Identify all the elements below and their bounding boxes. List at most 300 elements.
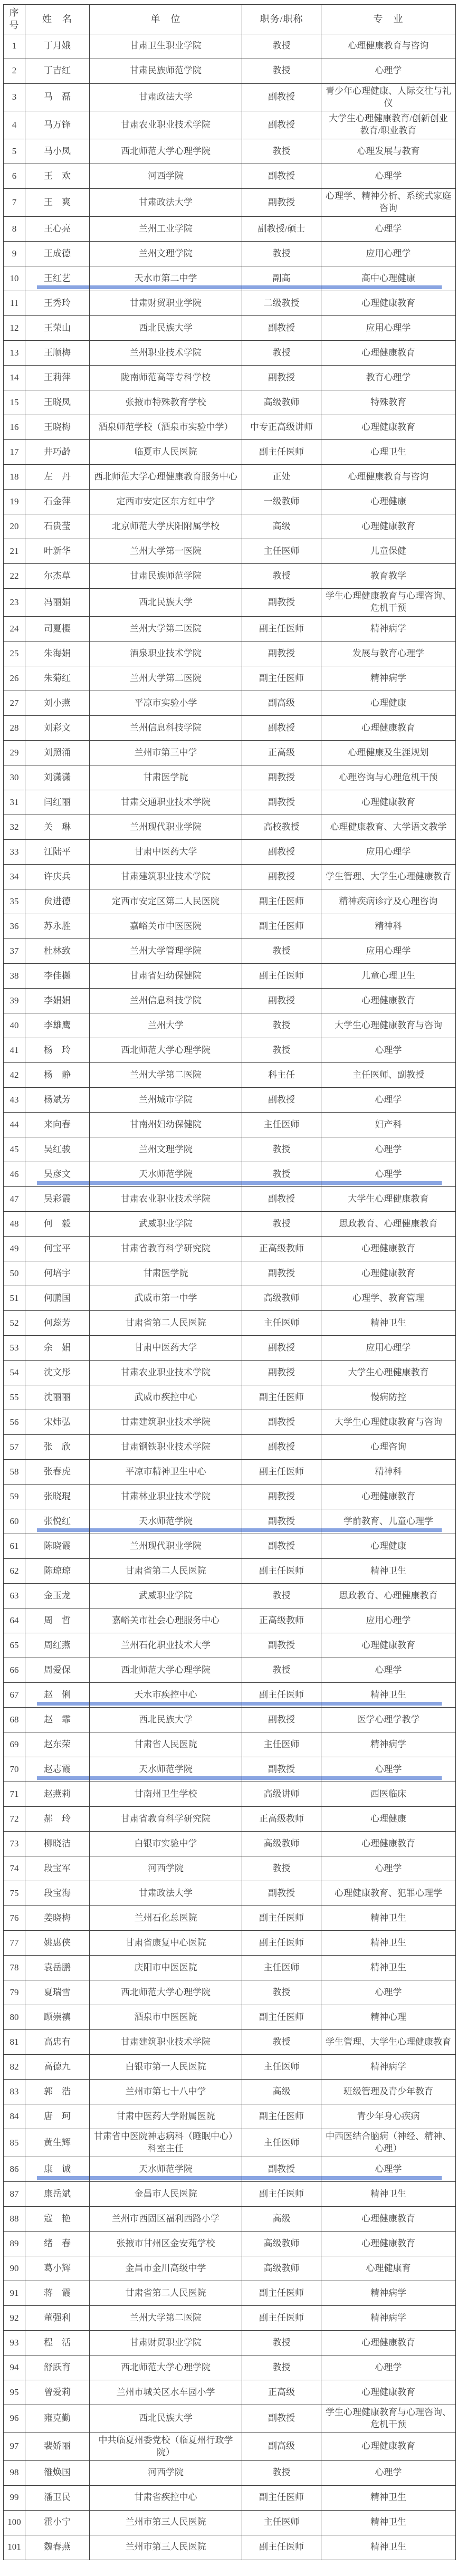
table-row: [4, 2485, 456, 2510]
row-org-cell: 甘肃省第二人民医院: [90, 1559, 242, 1584]
row-name-cell: 王红艺: [25, 266, 90, 291]
row-number-cell: 26: [4, 666, 25, 691]
row-title-cell: 教授: [242, 34, 321, 59]
row-specialty-cell: 心理健康教育: [321, 1485, 456, 1509]
row-title-cell: 主任医师: [242, 1113, 321, 1137]
row-org-cell: 甘肃中医药大学附属医院: [90, 2104, 242, 2129]
row-name-cell: 王成德: [25, 242, 90, 266]
row-name-cell: 郝 玲: [25, 1807, 90, 1832]
row-title-cell: 副主任医师: [242, 1385, 321, 1410]
table-row: [4, 242, 456, 266]
row-org-cell: 甘南州卫生学校: [90, 1782, 242, 1807]
row-org-cell: 平凉市精神卫生中心: [90, 1460, 242, 1485]
table-row: [4, 2231, 456, 2256]
row-specialty-cell: 心理学: [321, 2460, 456, 2485]
row-number-cell: 12: [4, 316, 25, 341]
row-org-cell: 兰州市城关区水车园小学: [90, 2380, 242, 2405]
row-name-cell: 陈晓霞: [25, 1534, 90, 1559]
row-org-cell: 天水市第二中学: [90, 266, 242, 291]
row-org-cell: 武威职业学院: [90, 1212, 242, 1237]
table-body: [4, 34, 456, 2560]
row-name-cell: 沈文彤: [25, 1361, 90, 1385]
row-name-cell: 李佳樾: [25, 964, 90, 989]
row-specialty-cell: 应用心理学: [321, 939, 456, 964]
row-org-cell: 中共临夏州委党校（临夏州行政学院）: [90, 2433, 242, 2460]
table-row: [4, 490, 456, 514]
table-row: [4, 1708, 456, 1732]
row-org-cell: 兰州文理学院: [90, 1137, 242, 1162]
row-number-cell: 44: [4, 1113, 25, 1137]
header-cell-org: 单 位: [90, 5, 242, 34]
row-name-cell: 刘照涌: [25, 741, 90, 765]
row-title-cell: 高级教师: [242, 1832, 321, 1856]
row-org-cell: 兰州文理学院: [90, 242, 242, 266]
row-org-cell: 甘肃政法大学: [90, 189, 242, 217]
row-title-cell: 教授: [242, 1013, 321, 1038]
row-specialty-cell: 主任医师、副教授: [321, 1063, 456, 1088]
row-number-cell: 74: [4, 1856, 25, 1881]
row-title-cell: 一级教师: [242, 490, 321, 514]
table-header: [4, 5, 456, 34]
row-title-cell: 正高级: [242, 2380, 321, 2405]
row-number-cell: 67: [4, 1683, 25, 1708]
row-name-cell: 朱海娟: [25, 641, 90, 666]
row-specialty-cell: 心理学: [321, 59, 456, 83]
row-title-cell: 副教授: [242, 641, 321, 666]
row-specialty-cell: 心理健康教育: [321, 1261, 456, 1286]
row-number-cell: 9: [4, 242, 25, 266]
row-specialty-cell: 心理学: [321, 2355, 456, 2380]
row-org-cell: 甘肃建筑职业技术学院: [90, 1410, 242, 1435]
row-title-cell: 副教授: [242, 1534, 321, 1559]
row-title-cell: 副主任医师: [242, 2181, 321, 2206]
table-row: [4, 1559, 456, 1584]
table-row: [4, 1385, 456, 1410]
row-title-cell: 副教授: [242, 1261, 321, 1286]
row-number-cell: 80: [4, 2005, 25, 2030]
row-specialty-cell: 教育心理学: [321, 366, 456, 390]
row-name-cell: 刘彩文: [25, 716, 90, 741]
row-title-cell: 教授: [242, 1856, 321, 1881]
row-org-cell: 甘肃省教育科学研究院: [90, 1237, 242, 1261]
row-number-cell: 89: [4, 2231, 25, 2256]
row-title-cell: 副教授: [242, 989, 321, 1013]
row-name-cell: 闫红丽: [25, 790, 90, 815]
row-name-cell: 葛小辉: [25, 2256, 90, 2281]
row-title-cell: 副教授: [242, 1509, 321, 1534]
row-number-cell: 39: [4, 989, 25, 1013]
row-number-cell: 76: [4, 1906, 25, 1931]
row-specialty-cell: 慢病防控: [321, 1385, 456, 1410]
row-specialty-cell: 心理咨询与心理危机干预: [321, 765, 456, 790]
table-row: [4, 366, 456, 390]
table-row: [4, 840, 456, 865]
row-name-cell: 王 爽: [25, 189, 90, 217]
row-title-cell: 主任医师: [242, 1956, 321, 1980]
row-number-cell: 28: [4, 716, 25, 741]
table-row: [4, 1980, 456, 2005]
table-row: [4, 164, 456, 189]
row-number-cell: 54: [4, 1361, 25, 1385]
row-org-cell: 甘肃中医药大学: [90, 840, 242, 865]
row-org-cell: 甘肃民族师范学院: [90, 564, 242, 589]
row-specialty-cell: 精神病学: [321, 666, 456, 691]
row-org-cell: 西北师范大学心理健康教育服务中心: [90, 465, 242, 490]
row-title-cell: 副主任医师: [242, 440, 321, 465]
row-number-cell: 48: [4, 1212, 25, 1237]
row-specialty-cell: 心理学: [321, 1856, 456, 1881]
table-row: [4, 2281, 456, 2305]
row-title-cell: 高校教授: [242, 815, 321, 840]
row-org-cell: 天水师范学院: [90, 1509, 242, 1534]
row-title-cell: 教授: [242, 242, 321, 266]
row-specialty-cell: 心理健康教育: [321, 2330, 456, 2355]
row-title-cell: 副教授: [242, 1708, 321, 1732]
row-title-cell: 副高: [242, 266, 321, 291]
row-number-cell: 3: [4, 83, 25, 111]
row-specialty-cell: 思政教育、心理健康教育: [321, 1212, 456, 1237]
row-number-cell: 47: [4, 1187, 25, 1212]
row-org-cell: 白银市实验中学: [90, 1832, 242, 1856]
row-number-cell: 82: [4, 2055, 25, 2080]
row-name-cell: 王荣山: [25, 316, 90, 341]
table-row: [4, 1832, 456, 1856]
row-title-cell: 副教授: [242, 1410, 321, 1435]
row-title-cell: 教授: [242, 1658, 321, 1683]
row-title-cell: 副教授: [242, 790, 321, 815]
table-row: [4, 2460, 456, 2485]
row-title-cell: 主任医师: [242, 2510, 321, 2535]
row-specialty-cell: 儿童保健: [321, 539, 456, 564]
row-title-cell: 高级讲师: [242, 1782, 321, 1807]
row-number-cell: 25: [4, 641, 25, 666]
table-row: [4, 1509, 456, 1534]
row-name-cell: 何鹏国: [25, 1286, 90, 1311]
row-name-cell: 吴红骏: [25, 1137, 90, 1162]
row-name-cell: 冯丽娟: [25, 589, 90, 617]
table-row: [4, 589, 456, 617]
row-title-cell: 副主任医师: [242, 2535, 321, 2560]
row-org-cell: 嘉峪关市中医医院: [90, 914, 242, 939]
table-row: [4, 2305, 456, 2330]
row-number-cell: 94: [4, 2355, 25, 2380]
row-title-cell: 正高级: [242, 741, 321, 765]
row-name-cell: 丁吉红: [25, 59, 90, 83]
row-specialty-cell: 心理学: [321, 1038, 456, 1063]
row-specialty-cell: 精神卫生: [321, 1559, 456, 1584]
table-row: [4, 316, 456, 341]
row-name-cell: 叶新华: [25, 539, 90, 564]
table-row: [4, 59, 456, 83]
row-specialty-cell: 精神疾病诊疗及心理咨询: [321, 889, 456, 914]
table-row: [4, 716, 456, 741]
row-number-cell: 97: [4, 2433, 25, 2460]
row-org-cell: 甘肃卫生职业学院: [90, 34, 242, 59]
row-number-cell: 98: [4, 2460, 25, 2485]
row-name-cell: 何蕊芳: [25, 1311, 90, 1336]
row-specialty-cell: 心理健康教育: [321, 989, 456, 1013]
row-specialty-cell: 精神病学: [321, 2305, 456, 2330]
row-name-cell: 张晓琨: [25, 1485, 90, 1509]
row-name-cell: 王秀玲: [25, 291, 90, 316]
table-row: [4, 1410, 456, 1435]
row-title-cell: 教授: [242, 1980, 321, 2005]
row-specialty-cell: 精神卫生: [321, 1906, 456, 1931]
row-org-cell: 北京师范大学庆阳附属学校: [90, 514, 242, 539]
header-row: [4, 5, 456, 34]
row-title-cell: 高级: [242, 2080, 321, 2104]
row-number-cell: 100: [4, 2510, 25, 2535]
row-specialty-cell: 心理健康教育: [321, 415, 456, 440]
row-number-cell: 85: [4, 2129, 25, 2157]
row-specialty-cell: 精神卫生: [321, 2535, 456, 2560]
row-org-cell: 河西学院: [90, 1856, 242, 1881]
row-specialty-cell: 心理学: [321, 2157, 456, 2181]
row-org-cell: 甘肃财贸职业学院: [90, 2330, 242, 2355]
row-name-cell: 张悦红: [25, 1509, 90, 1534]
row-number-cell: 69: [4, 1732, 25, 1757]
row-org-cell: 兰州现代职业学院: [90, 815, 242, 840]
row-org-cell: 酒泉师范学校（酒泉市实验中学）: [90, 415, 242, 440]
row-org-cell: 甘肃省人民医院: [90, 1732, 242, 1757]
row-number-cell: 58: [4, 1460, 25, 1485]
row-specialty-cell: 心理健康教育: [321, 2380, 456, 2405]
row-org-cell: 天水师范学院: [90, 1757, 242, 1782]
row-title-cell: 高级教师: [242, 2231, 321, 2256]
row-org-cell: 兰州大学管理学院: [90, 939, 242, 964]
row-number-cell: 51: [4, 1286, 25, 1311]
table-row: [4, 2405, 456, 2433]
table-row: [4, 1013, 456, 1038]
row-number-cell: 6: [4, 164, 25, 189]
row-specialty-cell: 心理卫生: [321, 440, 456, 465]
table-row: [4, 1757, 456, 1782]
row-org-cell: 甘肃省妇幼保健院: [90, 964, 242, 989]
row-title-cell: 副教授: [242, 2157, 321, 2181]
row-name-cell: 张春虎: [25, 1460, 90, 1485]
row-specialty-cell: 心理健康教育: [321, 2206, 456, 2231]
table-row: [4, 2181, 456, 2206]
row-specialty-cell: 心理健康教育: [321, 790, 456, 815]
row-name-cell: 黄生辉: [25, 2129, 90, 2157]
row-number-cell: 92: [4, 2305, 25, 2330]
row-number-cell: 11: [4, 291, 25, 316]
row-number-cell: 91: [4, 2281, 25, 2305]
row-title-cell: 副主任医师: [242, 889, 321, 914]
row-name-cell: 杨 静: [25, 1063, 90, 1088]
row-title-cell: 副教授: [242, 1757, 321, 1782]
row-number-cell: 35: [4, 889, 25, 914]
row-org-cell: 兰州信息科技学院: [90, 716, 242, 741]
row-number-cell: 79: [4, 1980, 25, 2005]
table-row: [4, 539, 456, 564]
row-specialty-cell: 心理健康教育: [321, 291, 456, 316]
row-title-cell: 中专正高级讲师: [242, 415, 321, 440]
row-specialty-cell: 心理健康教育: [321, 1832, 456, 1856]
row-title-cell: 副教授: [242, 1633, 321, 1658]
table-row: [4, 1608, 456, 1633]
row-title-cell: 教授: [242, 2030, 321, 2055]
row-number-cell: 46: [4, 1162, 25, 1187]
table-row: [4, 2206, 456, 2231]
row-specialty-cell: 心理健康及生涯规划: [321, 741, 456, 765]
row-title-cell: 高级教师: [242, 2256, 321, 2281]
table-row: [4, 2104, 456, 2129]
row-title-cell: 副教授: [242, 366, 321, 390]
table-row: [4, 440, 456, 465]
row-name-cell: 江陆平: [25, 840, 90, 865]
row-title-cell: 主任医师: [242, 1311, 321, 1336]
row-org-cell: 兰州石化总医院: [90, 1906, 242, 1931]
table-row: [4, 1485, 456, 1509]
row-name-cell: 吴彩霞: [25, 1187, 90, 1212]
table-row: [4, 1113, 456, 1137]
row-title-cell: 副教授: [242, 589, 321, 617]
row-title-cell: 教授: [242, 1212, 321, 1237]
table-row: [4, 666, 456, 691]
row-name-cell: 杨 玲: [25, 1038, 90, 1063]
table-row: [4, 139, 456, 164]
row-title-cell: 副教授: [242, 164, 321, 189]
row-specialty-cell: 心理学: [321, 1757, 456, 1782]
table-row: [4, 189, 456, 217]
row-specialty-cell: 心理学: [321, 1658, 456, 1683]
row-title-cell: 教授: [242, 564, 321, 589]
row-name-cell: 舒跃育: [25, 2355, 90, 2380]
row-number-cell: 73: [4, 1832, 25, 1856]
row-name-cell: 郭 浩: [25, 2080, 90, 2104]
table-row: [4, 2256, 456, 2281]
row-title-cell: 副主任医师: [242, 2281, 321, 2305]
row-name-cell: 姚惠侠: [25, 1931, 90, 1956]
row-name-cell: 雒焕国: [25, 2460, 90, 2485]
row-title-cell: 教授: [242, 939, 321, 964]
row-name-cell: 程 活: [25, 2330, 90, 2355]
row-number-cell: 65: [4, 1633, 25, 1658]
row-specialty-cell: 精神科: [321, 1460, 456, 1485]
row-specialty-cell: 心理学: [321, 1137, 456, 1162]
row-specialty-cell: 儿童心理卫生: [321, 964, 456, 989]
row-number-cell: 19: [4, 490, 25, 514]
row-name-cell: 关 琳: [25, 815, 90, 840]
row-number-cell: 72: [4, 1807, 25, 1832]
table-row: [4, 617, 456, 641]
row-specialty-cell: 学生心理健康教育与心理咨询、危机干预: [321, 2405, 456, 2433]
row-title-cell: 副主任医师: [242, 2305, 321, 2330]
row-specialty-cell: 妇产科: [321, 1113, 456, 1137]
row-number-cell: 101: [4, 2535, 25, 2560]
row-number-cell: 50: [4, 1261, 25, 1286]
row-name-cell: 周爱保: [25, 1658, 90, 1683]
table-row: [4, 514, 456, 539]
table-row: [4, 989, 456, 1013]
row-number-cell: 49: [4, 1237, 25, 1261]
row-specialty-cell: 心理健康教育与咨询: [321, 34, 456, 59]
row-number-cell: 81: [4, 2030, 25, 2055]
table-row: [4, 1906, 456, 1931]
table-row: [4, 1658, 456, 1683]
table-row: [4, 889, 456, 914]
row-org-cell: 西北民族大学: [90, 1708, 242, 1732]
row-specialty-cell: 心理发展与教育: [321, 139, 456, 164]
row-specialty-cell: 特殊教育: [321, 390, 456, 415]
row-specialty-cell: 学生心理健康教育与心理咨询、危机干预: [321, 589, 456, 617]
row-name-cell: 石金萍: [25, 490, 90, 514]
table-row: [4, 1732, 456, 1757]
row-org-cell: 兰州工业学院: [90, 217, 242, 242]
row-org-cell: 甘肃政法大学: [90, 83, 242, 111]
row-name-cell: 吴彦文: [25, 1162, 90, 1187]
row-specialty-cell: 大学生心理健康教育与咨询: [321, 1410, 456, 1435]
row-org-cell: 兰州石化职业技术大学: [90, 1633, 242, 1658]
row-name-cell: 赵 俐: [25, 1683, 90, 1708]
row-org-cell: 武威市疾控中心: [90, 1385, 242, 1410]
row-title-cell: 副教授: [242, 716, 321, 741]
row-org-cell: 兰州大学第二医院: [90, 617, 242, 641]
row-name-cell: 唐 珂: [25, 2104, 90, 2129]
row-name-cell: 袁岳鹏: [25, 1956, 90, 1980]
table-row: [4, 2080, 456, 2104]
header-cell-specialty: 专 业: [321, 5, 456, 34]
row-specialty-cell: 发展与教育心理学: [321, 641, 456, 666]
row-number-cell: 40: [4, 1013, 25, 1038]
row-specialty-cell: 心理健康教育: [321, 716, 456, 741]
row-number-cell: 64: [4, 1608, 25, 1633]
row-number-cell: 53: [4, 1336, 25, 1361]
row-number-cell: 27: [4, 691, 25, 716]
table-row: [4, 291, 456, 316]
row-number-cell: 77: [4, 1931, 25, 1956]
row-org-cell: 甘肃省康复中心医院: [90, 1931, 242, 1956]
row-title-cell: 教授: [242, 341, 321, 366]
row-org-cell: 张掖市甘州区金安苑学校: [90, 2231, 242, 2256]
row-name-cell: 刘小燕: [25, 691, 90, 716]
row-title-cell: 副教授: [242, 2405, 321, 2433]
table-row: [4, 2380, 456, 2405]
row-specialty-cell: 精神病学: [321, 2281, 456, 2305]
row-title-cell: 科主任: [242, 1063, 321, 1088]
row-name-cell: 王莉萍: [25, 366, 90, 390]
row-name-cell: 陈琼琼: [25, 1559, 90, 1584]
row-specialty-cell: 心理健康教育与咨询: [321, 465, 456, 490]
row-org-cell: 定西市安定区第二人民医院: [90, 889, 242, 914]
row-name-cell: 董强利: [25, 2305, 90, 2330]
row-specialty-cell: 学生管理、大学生心理健康教育: [321, 865, 456, 889]
row-specialty-cell: 心理学: [321, 217, 456, 242]
row-number-cell: 5: [4, 139, 25, 164]
table-row: [4, 1187, 456, 1212]
row-name-cell: 高忠有: [25, 2030, 90, 2055]
table-row: [4, 1931, 456, 1956]
table-row: [4, 341, 456, 366]
row-number-cell: 78: [4, 1956, 25, 1980]
row-name-cell: 魏春燕: [25, 2535, 90, 2560]
row-name-cell: 李雄鹰: [25, 1013, 90, 1038]
row-org-cell: 甘肃省中医院神志病科（睡眠中心）科室主任: [90, 2129, 242, 2157]
row-org-cell: 兰州城市学院: [90, 1088, 242, 1113]
row-specialty-cell: 学生管理、大学生心理健康教育: [321, 2030, 456, 2055]
row-number-cell: 8: [4, 217, 25, 242]
row-specialty-cell: 心理健康教育: [321, 1633, 456, 1658]
row-specialty-cell: 精神卫生: [321, 2181, 456, 2206]
row-title-cell: 主任医师: [242, 1732, 321, 1757]
row-number-cell: 4: [4, 111, 25, 139]
row-number-cell: 55: [4, 1385, 25, 1410]
table-row: [4, 1286, 456, 1311]
row-specialty-cell: 大学生心理健康教育: [321, 1361, 456, 1385]
row-number-cell: 36: [4, 914, 25, 939]
row-title-cell: 二级教授: [242, 291, 321, 316]
